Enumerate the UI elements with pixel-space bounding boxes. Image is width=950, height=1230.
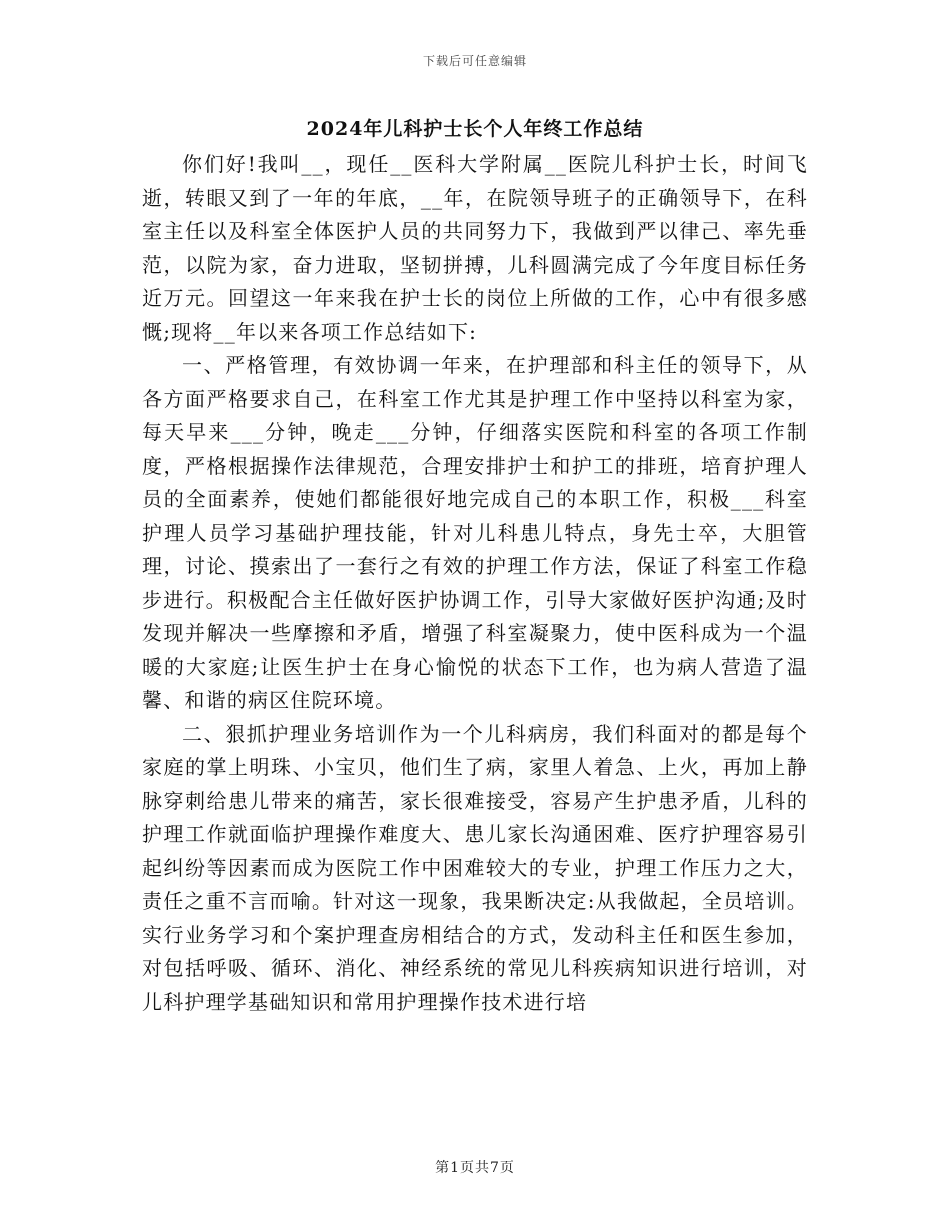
paragraph-section-1: 一、严格管理，有效协调一年来，在护理部和科主任的领导下，从各方面严格要求自己，在科室工作尤其是护理工作中坚持以科室为家，每天早来___分钟，晚走___分钟，仔细落实医院和科室的各项工作制度，严格根据操作法律规范，合理安排护士和护工的排班，培育护理人员的全面素养，使她们都能很好地完成自己的本职工作，积极___科室护理人员学习基础护理技能，针对儿科患儿特点，身先士卒，大胆管理，讨论、摸索出了一套行之有效的护理工作方法，保证了科室工作稳步进行。积极配合主任做好医护协调工作，引导大家做好医护沟通;及时发现并解决一些摩擦和矛盾，增强了科室凝聚力，使中医科成为一个温暖的大家庭;让医生护士在身心愉悦的状态下工作，也为病人营造了温馨、和谐的病区住院环境。 (142, 353, 808, 712)
paragraph-section-2: 二、狠抓护理业务培训作为一个儿科病房，我们科面对的都是每个家庭的掌上明珠、小宝贝，他们生了病，家里人着急、上火，再加上静脉穿刺给患儿带来的痛苦，家长很难接受，容易产生护患矛盾，儿科的护理工作就面临护理操作难度大、患儿家长沟通困难、医疗护理容易引起纠纷等因素而成为医院工作中困难较大的专业，护理工作压力之大，责任之重不言而喻。针对这一现象，我果断决定:从我做起，全员培训。实行业务学习和个案护理查房相结合的方式，发动科主任和医生参加，对包括呼吸、循环、消化、神经系统的常见儿科疾病知识进行培训，对儿科护理学基础知识和常用护理操作技术进行培 (142, 721, 808, 1014)
document-title: 2024年儿科护士长个人年终工作总结 (306, 118, 644, 140)
page-footer: 第1页共7页 (435, 1160, 515, 1176)
document-body (142, 148, 808, 1019)
paragraph-intro: 你们好!我叫__，现任__医科大学附属__医院儿科护士长，时间飞逝，转眼又到了一年的年底，__年，在院领导班子的正确领导下，在科室主任以及科室全体医护人员的共同努力下，我做到严以律己、率先垂范，以院为家，奋力进取，坚韧拼搏，儿科圆满完成了今年度目标任务近万元。回望这一年来我在护士长的岗位上所做的工作，心中有很多感慨;现将__年以来各项工作总结如下: (142, 152, 808, 344)
page-header: 下载后可任意编辑 (422, 54, 527, 68)
